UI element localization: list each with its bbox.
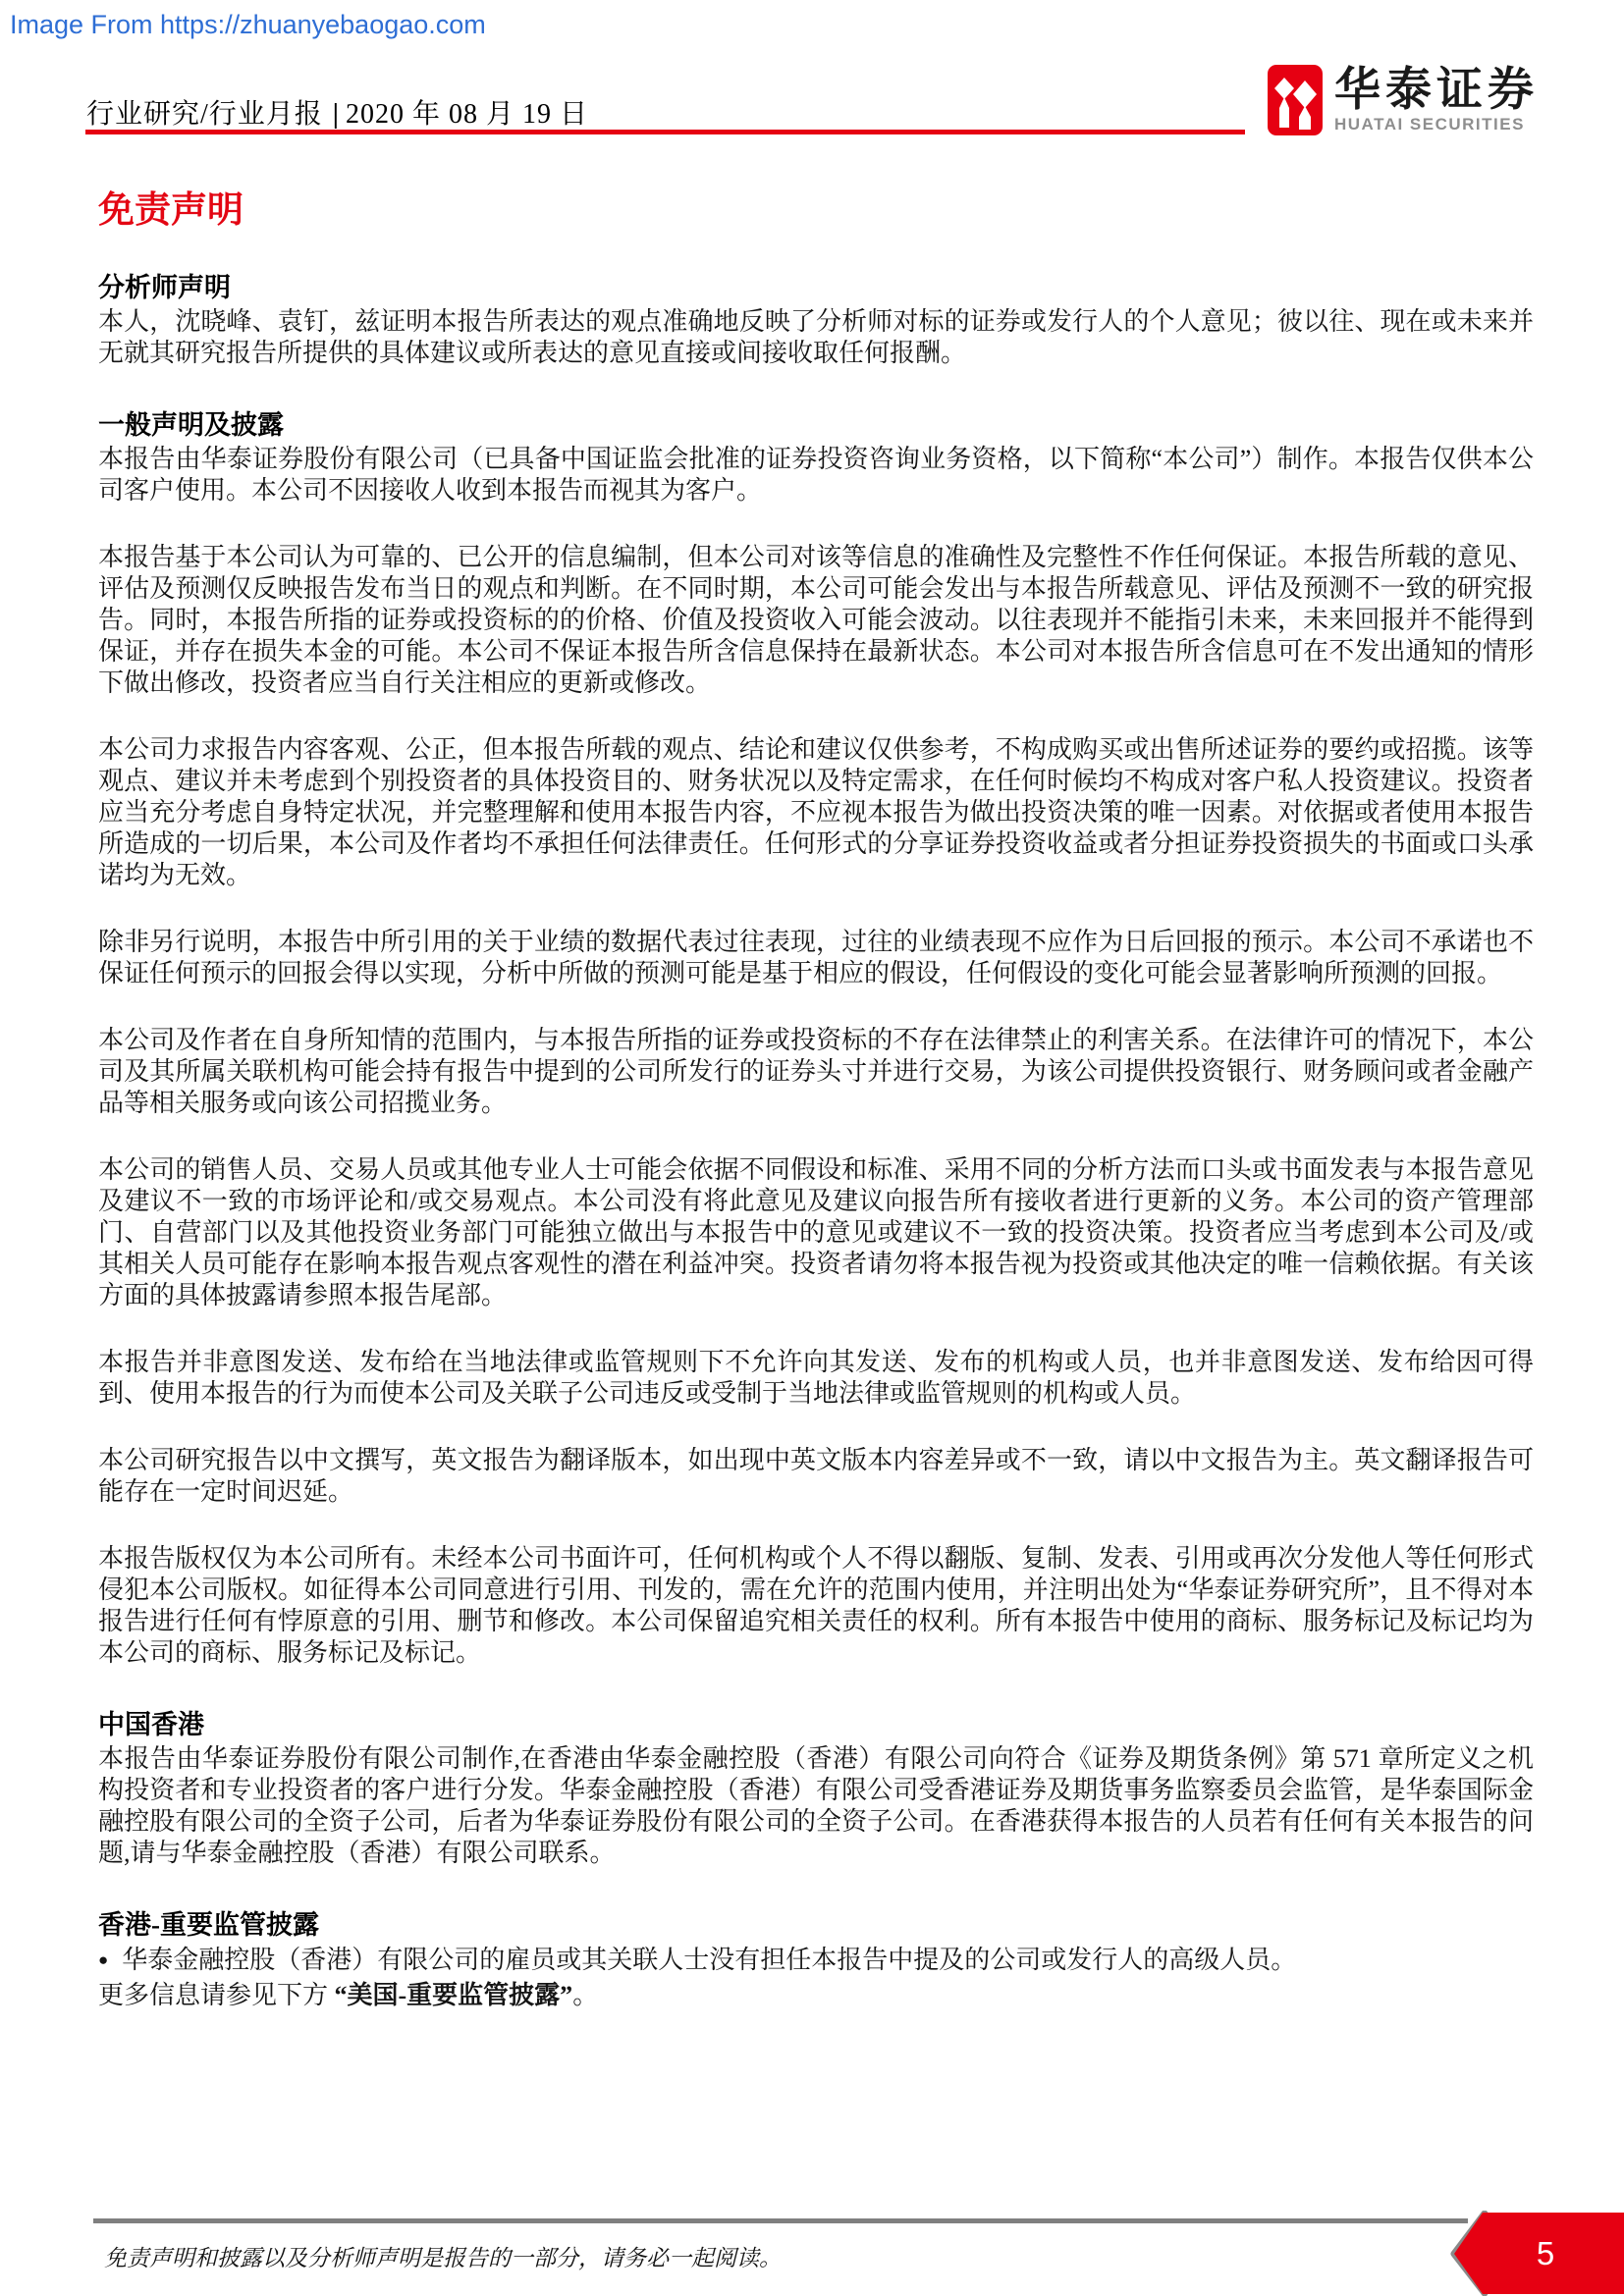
general-paragraph: 本公司力求报告内容客观、公正，但本报告所载的观点、结论和建议仅供参考，不构成购买或出售所述证券的要约或招揽。该等观点、建议并未考虑到个别投资者的具体投资目的、财务状况以及特定需求，在任何时候均不构成对客户私人投资建议。投资者应当充分考虑自身特定状况，并完整理解和使用本报告内容，不应视本报告为做出投资决策的唯一因素。对依据或者使用本报告所造成的一切后果，本公司及作者均不承担任何法律责任。任何形式的分享证券投资收益或者分担证券投资损失的书面或口头承诺均为无效。 (98, 735, 1534, 889)
more-info-prefix: 更多信息请参见下方 (98, 1981, 335, 2009)
report-category: 行业研究/行业月报 (86, 99, 323, 130)
analyst-statement-paragraph: 本人，沈晓峰、袁钉，兹证明本报告所表达的观点准确地反映了分析师对标的证券或发行人的个人意见；彼以往、现在或未来并无就其研究报告所提供的具体建议或所表达的意见直接或间接收取任何报酬。 (98, 307, 1534, 367)
section-heading-general: 一般声明及披露 (98, 410, 284, 440)
watermark-source-link[interactable]: Image From https://zhuanyebaogao.com (10, 10, 486, 39)
more-info-suffix: 。 (572, 1981, 599, 2009)
general-paragraph: 本公司的销售人员、交易人员或其他专业人士可能会依据不同假设和标准、采用不同的分析方法而口头或书面发表与本报告意见及建议不一致的市场评论和/或交易观点。本公司没有将此意见及建议向报告所有接收者进行更新的义务。本公司的资产管理部门、自营部门以及其他投资业务部门可能独立做出与本报告中的意见或建议不一致的投资决策。投资者应当考虑到本公司及/或其相关人员可能存在影响本报告观点客观性的潜在利益冲突。投资者请勿将本报告视为投资或其他决定的唯一信赖依据。有关该方面的具体披露请参照本报告尾部。 (98, 1155, 1534, 1309)
logo-text (1334, 65, 1539, 134)
huatai-logo (1268, 65, 1539, 135)
footer-rule (93, 2218, 1468, 2223)
general-paragraph: 本报告并非意图发送、发布给在当地法律或监管规则下不允许向其发送、发布的机构或人员，也并非意图发送、发布给因可得到、使用本报告的行为而使本公司及关联子公司违反或受制于当地法律或监管规则的机构或人员。 (98, 1348, 1534, 1408)
hk-disclosure-bullet-text: 华泰金融控股（香港）有限公司的雇员或其关联人士没有担任本报告中提及的公司或发行人的高级人员。 (122, 1946, 1297, 1974)
hk-disclosure-bullet-item (98, 1944, 1534, 1977)
header-separator: | (332, 99, 340, 130)
page-title: 免责声明 (98, 190, 244, 231)
logo-name-cn: 华泰证券 (1334, 63, 1539, 115)
general-paragraph: 本报告基于本公司认为可靠的、已公开的信息编制，但本公司对该等信息的准确性及完整性不作任何保证。本报告所载的意见、评估及预测仅反映报告发布当日的观点和判断。在不同时期，本公司可能会发出与本报告所载意见、评估及预测不一致的研究报告。同时，本报告所指的证券或投资标的的价格、价值及投资收入可能会波动。以往表现并不能指引未来，未来回报并不能得到保证，并存在损失本金的可能。本公司不保证本报告所含信息保持在最新状态。本公司对本报告所含信息可在不发出通知的情形下做出修改，投资者应当自行关注相应的更新或修改。 (98, 543, 1534, 697)
bullet-icon: ● (98, 1950, 109, 1969)
huatai-logo-icon (1268, 65, 1323, 135)
section-heading-hk-disclosure: 香港-重要监管披露 (98, 1910, 319, 1940)
general-paragraph: 本公司及作者在自身所知情的范围内，与本报告所指的证券或投资标的不存在法律禁止的利害关系。在法律许可的情况下，本公司及其所属关联机构可能会持有报告中提到的公司所发行的证券头寸并进行交易，为该公司提供投资银行、财务顾问或者金融产品等相关服务或向该公司招揽业务。 (98, 1026, 1534, 1117)
section-heading-hongkong: 中国香港 (98, 1710, 204, 1739)
page-number: 5 (1536, 2234, 1555, 2271)
report-header (86, 92, 588, 132)
section-heading-analyst: 分析师声明 (98, 273, 231, 302)
general-paragraph: 除非另行说明，本报告中所引用的关于业绩的数据代表过往表现，过往的业绩表现不应作为日后回报的预示。本公司不承诺也不保证任何预示的回报会得以实现，分析中所做的预测可能是基于相应的假设，任何假设的变化可能会显著影响所预测的回报。 (98, 928, 1534, 988)
general-paragraph: 本公司研究报告以中文撰写，英文报告为翻译版本，如出现中英文版本内容差异或不一致，请以中文报告为主。英文翻译报告可能存在一定时间迟延。 (98, 1446, 1534, 1506)
page-number-badge (1441, 2211, 1624, 2296)
more-info-bold: “美国-重要监管披露” (334, 1981, 573, 2009)
footer-disclaimer-note: 免责声明和披露以及分析师声明是报告的一部分，请务必一起阅读。 (104, 2246, 782, 2270)
logo-name-en: HUATAI SECURITIES (1334, 115, 1525, 133)
disclaimer-content (98, 190, 1534, 2014)
header-accent-rule (85, 130, 1245, 134)
report-date: 2020 年 08 月 19 日 (345, 99, 588, 130)
general-paragraph: 本报告由华泰证券股份有限公司（已具备中国证监会批准的证券投资咨询业务资格，以下简称“本公司”）制作。本报告仅供本公司客户使用。本公司不因接收人收到本报告而视其为客户。 (98, 445, 1534, 505)
hk-disclosure-more-info (98, 1977, 1534, 2014)
general-paragraph: 本报告版权仅为本公司所有。未经本公司书面许可，任何机构或个人不得以翻版、复制、发表、引用或再次分发他人等任何形式侵犯本公司版权。如征得本公司同意进行引用、刊发的，需在允许的范围内使用，并注明出处为“华泰证券研究所”，且不得对本报告进行任何有悖原意的引用、删节和修改。本公司保留追究相关责任的权利。所有本报告中使用的商标、服务标记及标记均为本公司的商标、服务标记及标记。 (98, 1544, 1534, 1667)
hongkong-paragraph: 本报告由华泰证券股份有限公司制作,在香港由华泰金融控股（香港）有限公司向符合《证券及期货条例》第 571 章所定义之机构投资者和专业投资者的客户进行分发。华泰金融控股（香港）有限公司受香港证券及期货事务监察委员会监管，是华泰国际金融控股有限公司的全资子公司，后者为华泰证券股份有限公司的全资子公司。在香港获得本报告的人员若有任何有关本报告的问题,请与华泰金融控股（香港）有限公司联系。 (98, 1744, 1534, 1867)
